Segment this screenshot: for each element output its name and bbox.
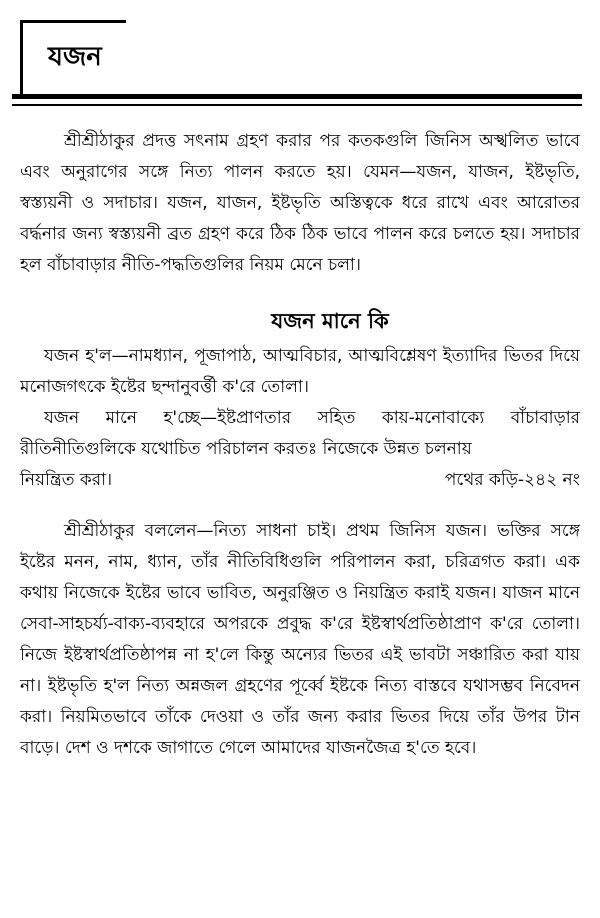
definition-paragraph-1: যজন হ'ল—নামধ্যান, পূজাপাঠ, আত্মবিচার, আত্মবিশ্লেষণ ইত্যাদির ভিতর দিয়ে মনোজগৎকে ইষ্টের ছন্দানুবর্ত্তী ক'রে তোলা। <box>20 346 580 397</box>
reference-line <box>20 465 580 496</box>
quote-paragraph: শ্রীশ্রীঠাকুর বললেন—নিত্য সাধনা চাই। প্রথম জিনিস যজন। ভক্তির সঙ্গে ইষ্টের মনন, নাম, ধ্যান, তাঁর নীতিবিধিগুলি পরিপালন করা, চরিত্রগত করা। এক কথায় নিজেকে ইষ্টের ভাবে ভাবিত, অনুরঞ্জিত ও নিয়ন্ত্রিত করাই যজন। যাজন মানে সেবা-সাহচর্য্য-বাক্য-ব্যবহারে অপরকে প্রবুদ্ধ ক'রে ইষ্টস্বার্থপ্রতিষ্ঠাপ্রাণ ক'রে তোলা। নিজে ইষ্টস্বার্থপ্রতিষ্ঠাপন্ন না হ'লে কিন্তু অন্যের ভিতর এই ভাবটা সঞ্চারিত করা যায় না। ইষ্টভৃতি হ'ল নিত্য অন্নজল গ্রহণের পূর্ব্বে ইষ্টকে নিত্য বাস্তবে যথাসম্ভব নিবেদন করা। নিয়মিতভাবে তাঁকে দেওয়া ও তাঁর জন্য করার ভিতর দিয়ে তাঁর উপর টান বাড়ে। দেশ ও দশকে জাগাতে গেলে আমাদের যাজনজৈত্র হ'তে হবে। <box>20 521 580 758</box>
definition-paragraph-2-end: নিয়ন্ত্রিত করা। <box>20 470 113 490</box>
source-reference: পথের কড়ি-২৪২ নং <box>444 470 580 490</box>
title-box-top-rule <box>20 20 126 23</box>
intro-paragraph: শ্রীশ্রীঠাকুর প্রদত্ত সৎনাম গ্রহণ করার পর কতকগুলি জিনিস অস্খলিত ভাবে এবং অনুরাগের সঙ্গে নিত্য পালন করতে হয়। যেমন—যজন, যাজন, ইষ্টভৃতি, স্বস্ত্যয়নী ও সদাচার। যজন, যাজন, ইষ্টভৃতি অস্তিত্বকে ধরে রাখে এবং আরোতর বর্দ্ধনার জন্য স্বস্ত্যয়নী ব্রত গ্রহণ করে ঠিক ঠিক ভাবে পালন করে চলতে হয়। সদাচার হল বাঁচাবাড়ার নীতি-পদ্ধতিগুলির নিয়ম মেনে চলা। <box>20 131 580 275</box>
definition-paragraph-2: যজন মানে হ'চ্ছে—ইষ্টপ্রাণতার সহিত কায়-মনোবাক্যে বাঁচাবাড়ার রীতিনীতিগুলিকে যথোচিত পরিচালন করতঃ নিজেকে উন্নত চলনায় <box>20 408 580 459</box>
header-rule-thick <box>12 94 582 99</box>
section-heading: যজন মানে কি <box>271 309 389 333</box>
header-rule-thin <box>12 104 582 106</box>
chapter-header <box>20 30 126 72</box>
chapter-title: যজন <box>48 42 102 72</box>
page-content <box>20 126 580 764</box>
